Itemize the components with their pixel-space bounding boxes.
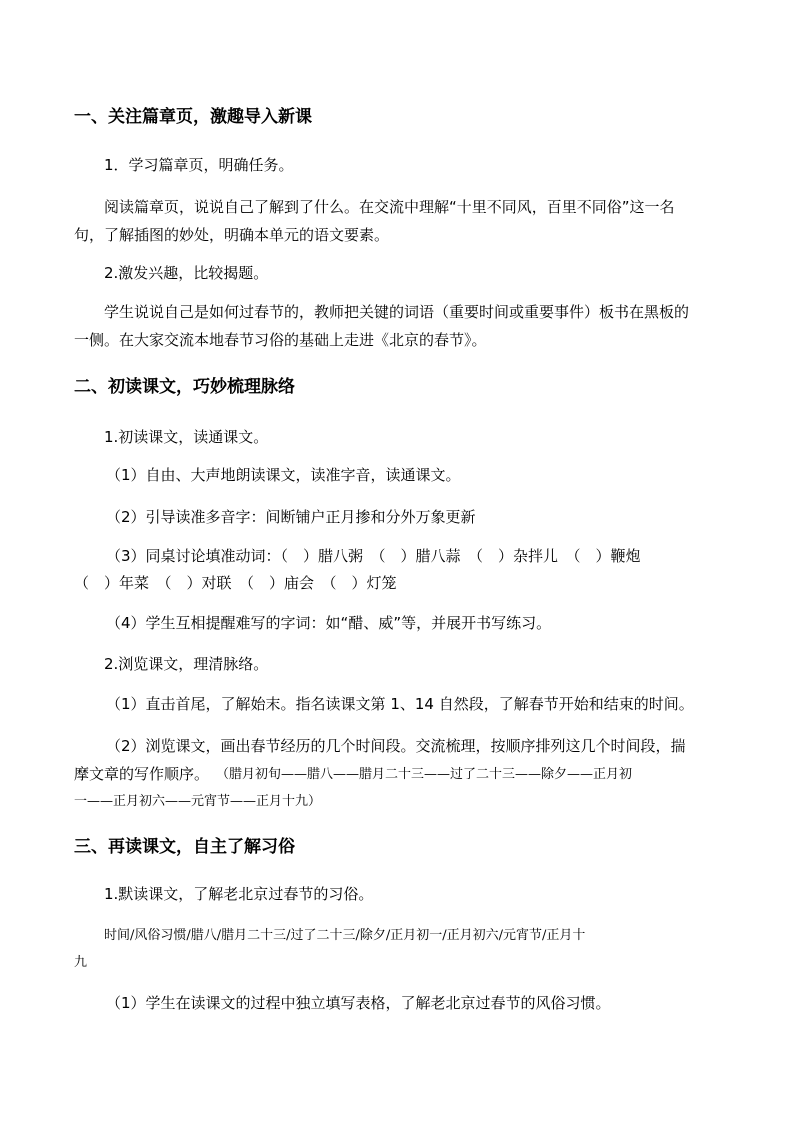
paragraph-line: 摩文章的写作顺序。 (74, 765, 210, 783)
paragraph-line: （2）引导读准多音字：间断铺户正月掺和分外万象更新 (106, 508, 476, 526)
timeline-note: （腊月初旬——腊八——腊月二十三——过了二十三——除夕——正月初 (216, 767, 633, 782)
paragraph-line: 一侧。在大家交流本地春节习俗的基础上走进《北京的春节》。 (74, 331, 487, 349)
paragraph-line: （ ）年菜 （ ）对联 （ ）庙会 （ ）灯笼 (74, 574, 397, 592)
paragraph-line: 1．学习篇章页，明确任务。 (104, 156, 294, 174)
section-heading-1: 一、关注篇章页，激趣导入新课 (74, 107, 312, 127)
paragraph-line: （1）学生在读课文的过程中独立填写表格，了解老北京过春节的风俗习惯。 (106, 994, 611, 1012)
paragraph-line: （1）自由、大声地朗读课文，读准字音，读通课文。 (106, 466, 461, 484)
timeline-note: 一——正月初六——元宵节——正月十九） (74, 794, 322, 809)
paragraph-line: 阅读篇章页，说说自己了解到了什么。在交流中理解“十里不同风，百里不同俗”这一名 (104, 198, 675, 216)
paragraph-line: 2.浏览课文，理清脉络。 (104, 655, 269, 673)
paragraph-line: 1.默读课文，了解老北京过春节的习俗。 (104, 885, 374, 903)
paragraph-line: 学生说说自己是如何过春节的，教师把关键的词语（重要时间或重要事件）板书在黑板的 (104, 303, 690, 321)
paragraph-line: （1）直击首尾，了解始末。指名读课文第 1、14 自然段，了解春节开始和结束的时间。 (106, 695, 694, 713)
table-header-line: 时间/风俗习惯/腊八/腊月二十三/过了二十三/除夕/正月初一/正月初六/元宵节/正月十 (104, 928, 586, 943)
paragraph-line: 2.激发兴趣，比较揭题。 (104, 264, 269, 282)
paragraph-line: （4）学生互相提醒难写的字词：如“醋、威”等，并展开书写练习。 (106, 614, 552, 632)
section-heading-2: 二、初读课文，巧妙梳理脉络 (74, 377, 295, 397)
section-heading-3: 三、再读课文，自主了解习俗 (74, 837, 295, 857)
table-header-line: 九 (74, 955, 88, 970)
paragraph-line: 句，了解插图的妙处，明确本单元的语文要素。 (74, 226, 390, 244)
paragraph-line: （2）浏览课文，画出春节经历的几个时间段。交流梳理，按顺序排列这几个时间段，揣 (106, 737, 686, 755)
paragraph-line: 1.初读课文，读通课文。 (104, 428, 269, 446)
paragraph-line: （3）同桌讨论填准动词：（ ）腊八粥 （ ）腊八蒜 （ ）杂拌儿 （ ）鞭炮 (106, 547, 641, 565)
